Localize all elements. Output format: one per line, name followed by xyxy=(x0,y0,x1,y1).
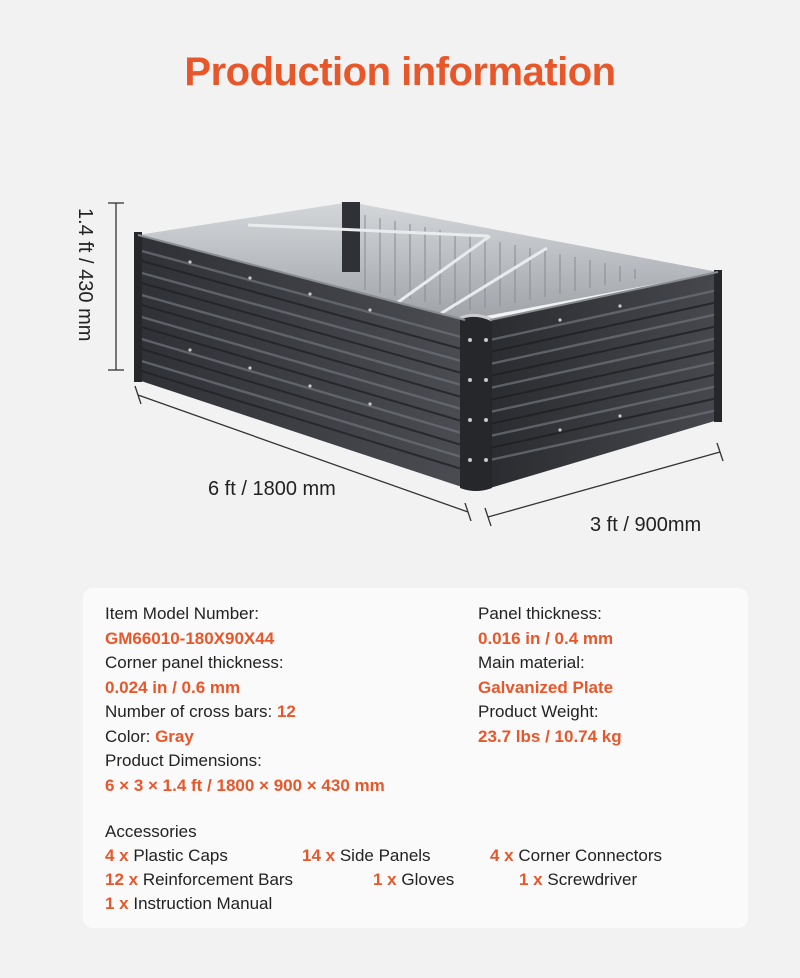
spec-value: 23.7 lbs / 10.74 kg xyxy=(478,726,622,746)
spec-label: Corner panel thickness: xyxy=(105,653,284,672)
spec-value: 0.024 in / 0.6 mm xyxy=(105,677,241,697)
length-dimension-label: 6 ft / 1800 mm xyxy=(208,478,336,500)
accessories-row xyxy=(105,844,662,868)
accessory-item: 4 x Corner Connectors xyxy=(490,846,662,865)
spec-value: 0.016 in / 0.4 mm xyxy=(478,628,614,648)
accessories-section xyxy=(105,820,662,916)
spec-value: 6 × 3 × 1.4 ft / 1800 × 900 × 430 mm xyxy=(105,775,385,795)
accessories-row xyxy=(105,892,273,916)
raised-garden-bed-image xyxy=(60,190,740,530)
spec-label: Main material: xyxy=(478,653,585,672)
spec-inline-row xyxy=(105,725,385,750)
spec-label: Product Weight: xyxy=(478,702,599,721)
spec-value: GM66010-180X90X44 xyxy=(105,628,275,648)
page-title: Production information xyxy=(184,50,616,94)
accessory-item: 1 x Screwdriver xyxy=(519,870,638,889)
accessory-item: 1 x Instruction Manual xyxy=(105,894,273,913)
spec-inline-row xyxy=(105,700,385,725)
accessories-row xyxy=(105,868,638,892)
accessory-item: 14 x Side Panels xyxy=(302,846,431,865)
height-dimension-label: 1.4 ft / 430 mm xyxy=(74,208,96,342)
spec-label: Product Dimensions: xyxy=(105,751,262,770)
specs-right-column xyxy=(478,602,622,749)
width-dimension-label: 3 ft / 900mm xyxy=(590,514,702,536)
spec-label: Color: xyxy=(105,726,156,746)
accessory-item: 4 x Plastic Caps xyxy=(105,846,228,865)
accessories-heading: Accessories xyxy=(105,822,197,841)
spec-label: Item Model Number: xyxy=(105,604,259,623)
spec-value: 12 xyxy=(276,702,296,721)
spec-label: Panel thickness: xyxy=(478,604,602,623)
accessory-item: 12 x Reinforcement Bars xyxy=(105,870,294,889)
accessory-item: 1 x Gloves xyxy=(373,870,455,889)
specs-left-column xyxy=(105,602,385,798)
spec-value: Gray xyxy=(155,726,194,746)
spec-label: Number of cross bars: xyxy=(105,702,277,721)
spec-value: Galvanized Plate xyxy=(478,677,614,697)
spec-card xyxy=(83,588,748,928)
